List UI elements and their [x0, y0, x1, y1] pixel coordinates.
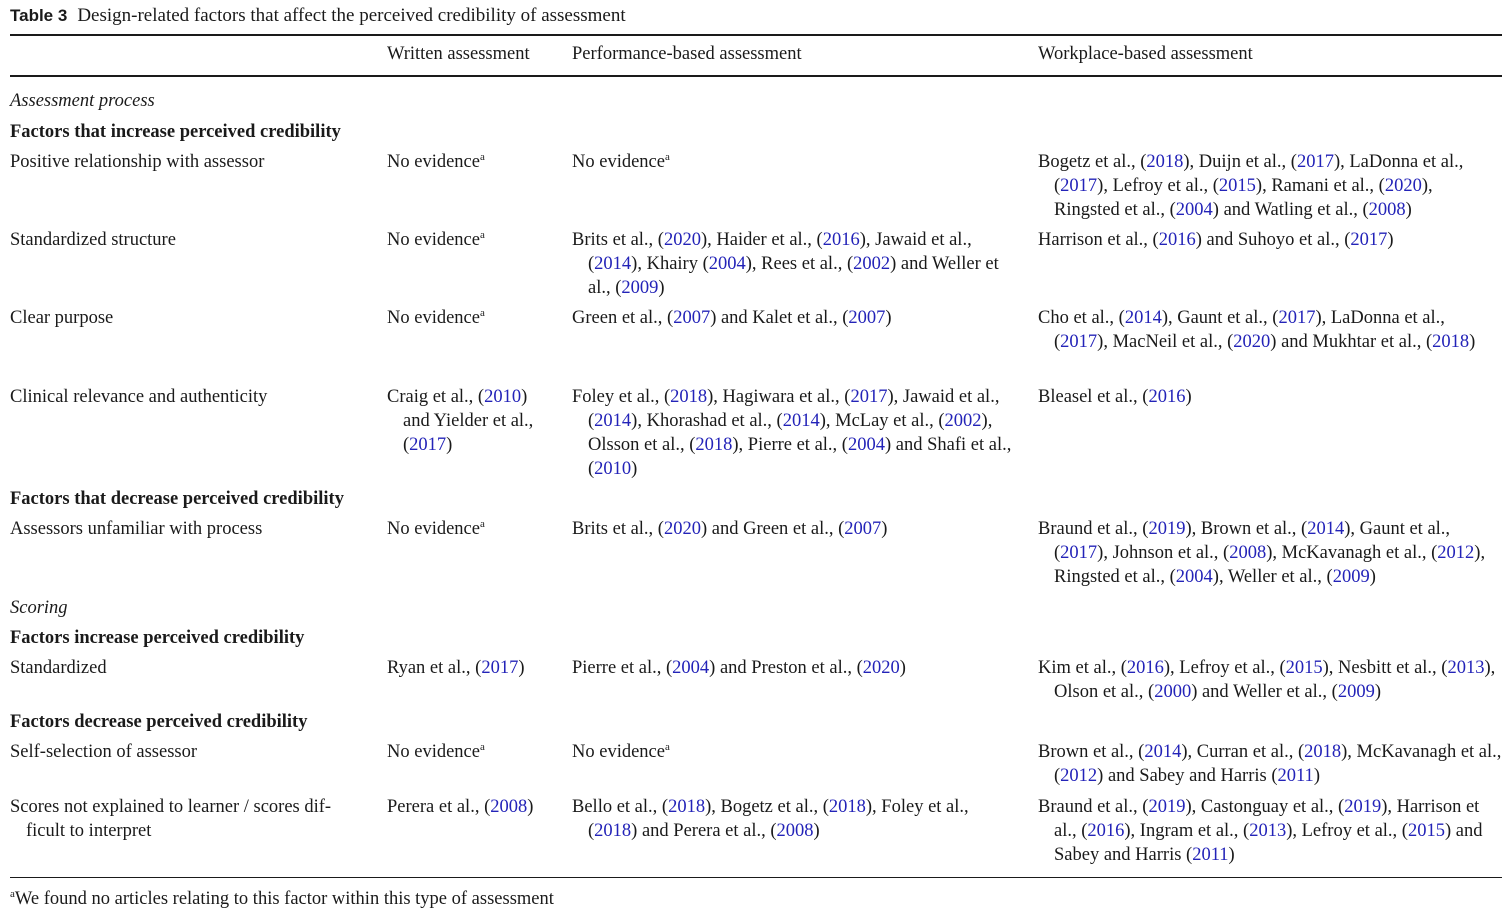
citation-year-link[interactable]: 2017	[1060, 332, 1098, 352]
citation-year-link[interactable]: 2015	[1218, 176, 1256, 196]
row-written: Craig et al., (2010) and Yielder et al., (2017)	[387, 387, 534, 455]
row-written: No evidence$^a$	[387, 741, 485, 762]
citation-year-link[interactable]: 2014	[782, 411, 820, 431]
citation-year-link[interactable]: 2018	[695, 435, 733, 455]
row-performance: Pierre et al., (2004) and Preston et al., (2020)	[572, 658, 906, 678]
citation-year-link[interactable]: 2011	[1277, 766, 1314, 786]
citation-year-link[interactable]: 2007	[848, 308, 886, 328]
citation-year-link[interactable]: 2016	[1148, 387, 1186, 407]
footnote	[10, 887, 554, 911]
row-performance: Brits et al., (2020), Haider et al., (2016), Jawaid et al., (2014), Khairy (2004), Rees et al., (2002) and Weller et al., (2009)	[572, 230, 999, 298]
row-factor: Standardized structure	[10, 230, 176, 250]
row-workplace: Braund et al., (2019), Castonguay et al., (2019), Harrison et al., (2016), Ingram et al., (2013), Lefroy et al., (2015) and Sabey and Harris (2011)	[1038, 797, 1483, 865]
row-workplace: Brown et al., (2014), Curran et al., (2018), McKavanagh et al., (2012) and Sabey and Harris (2011)	[1038, 742, 1502, 786]
row-workplace: Kim et al., (2016), Lefroy et al., (2015), Nesbitt et al., (2013), Olson et al., (2000) and Weller et al., (2009)	[1038, 658, 1496, 702]
citation-year-link[interactable]: 2014	[594, 254, 632, 274]
citation-year-link[interactable]: 2020	[663, 519, 701, 539]
citation-year-link[interactable]: 2018	[594, 821, 632, 841]
row-performance: Bello et al., (2018), Bogetz et al., (2018), Foley et al., (2018) and Perera et al., (2008)	[572, 797, 969, 841]
citation-year-link[interactable]: 2011	[1192, 845, 1229, 865]
citation-year-link[interactable]: 2018	[668, 797, 706, 817]
citation-year-link[interactable]: 2015	[1285, 658, 1323, 678]
group-increase-credibility: Factors that increase perceived credibility	[10, 122, 341, 142]
citation-year-link[interactable]: 2013	[1447, 658, 1485, 678]
citation-year-link[interactable]: 2002	[944, 411, 982, 431]
citation-year-link[interactable]: 2010	[484, 387, 522, 407]
citation-year-link[interactable]: 2013	[1249, 821, 1287, 841]
row-written: Ryan et al., (2017)	[387, 658, 525, 678]
citation-year-link[interactable]: 2008	[776, 821, 814, 841]
row-factor: Assessors unfamiliar with process	[10, 519, 263, 539]
group-scoring-decrease: Factors decrease perceived credibility	[10, 712, 308, 732]
citation-year-link[interactable]: 2016	[1087, 821, 1125, 841]
row-written: No evidence$^a$	[387, 307, 485, 328]
header-workplace: Workplace-based assessment	[1038, 44, 1253, 64]
row-workplace: Bleasel et al., (2016)	[1038, 387, 1192, 407]
citation-year-link[interactable]: 2009	[621, 278, 659, 298]
bottom-rule	[10, 877, 1502, 878]
citation-year-link[interactable]: 2004	[672, 658, 710, 678]
citation-year-link[interactable]: 2017	[1060, 543, 1098, 563]
citation-year-link[interactable]: 2014	[1144, 742, 1182, 762]
row-workplace: Bogetz et al., (2018), Duijn et al., (2017), LaDonna et al., (2017), Lefroy et al., (2015), Ramani et al., (2020), Ringsted et al., (2004) and Watling et al., (2008)	[1038, 152, 1464, 220]
citation-year-link[interactable]: 2014	[594, 411, 632, 431]
citation-year-link[interactable]: 2017	[1296, 152, 1334, 172]
citation-year-link[interactable]: 2019	[1148, 797, 1186, 817]
citation-year-link[interactable]: 2007	[844, 519, 882, 539]
row-factor: Clear purpose	[10, 308, 114, 328]
citation-year-link[interactable]: 2008	[1229, 543, 1267, 563]
top-rule	[10, 34, 1502, 36]
footnote-ref: a	[479, 151, 485, 163]
header-rule	[10, 75, 1502, 77]
citation-year-link[interactable]: 2017	[1060, 176, 1098, 196]
citation-year-link[interactable]: 2019	[1344, 797, 1382, 817]
row-performance: Foley et al., (2018), Hagiwara et al., (2017), Jawaid et al., (2014), Khorashad et al., (2014), McLay et al., (2002), Olsson et al., (2018), Pierre et al., (2004) and Shafi et al., (2010)	[572, 387, 1012, 479]
section-scoring: Scoring	[10, 598, 68, 618]
citation-year-link[interactable]: 2004	[847, 435, 885, 455]
footnote-text: We found no articles relating to this factor within this type of assessment	[14, 889, 554, 909]
citation-year-link[interactable]: 2010	[594, 459, 632, 479]
row-factor: Scores not explained to learner / scores dif-ficult to interpret	[10, 797, 332, 841]
row-written: No evidence$^a$	[387, 229, 485, 250]
row-workplace: Braund et al., (2019), Brown et al., (2014), Gaunt et al., (2017), Johnson et al., (2008), McKavanagh et al., (2012), Ringsted et al., (2004), Weller et al., (2009)	[1038, 519, 1486, 587]
row-written: No evidence$^a$	[387, 518, 485, 539]
citation-year-link[interactable]: 2004	[1175, 567, 1213, 587]
table-label: Table 3	[10, 6, 68, 25]
citation-year-link[interactable]: 2020	[663, 230, 701, 250]
row-factor: Positive relationship with assessor	[10, 152, 265, 172]
citation-year-link[interactable]: 2004	[1175, 200, 1213, 220]
header-written: Written assessment	[387, 44, 530, 64]
citation-year-link[interactable]: 2008	[490, 797, 528, 817]
citation-year-link[interactable]: 2012	[1437, 543, 1475, 563]
citation-year-link[interactable]: 2009	[1337, 682, 1375, 702]
citation-year-link[interactable]: 2017	[850, 387, 888, 407]
citation-year-link[interactable]: 2018	[1432, 332, 1470, 352]
group-decrease-credibility: Factors that decrease perceived credibility	[10, 489, 344, 509]
section-assessment-process: Assessment process	[10, 91, 155, 111]
group-scoring-increase: Factors increase perceived credibility	[10, 628, 305, 648]
row-workplace: Harrison et al., (2016) and Suhoyo et al., (2017)	[1038, 230, 1394, 250]
row-performance: Brits et al., (2020) and Green et al., (2007)	[572, 519, 888, 539]
row-factor: Standardized	[10, 658, 107, 678]
citation-year-link[interactable]: 2018	[1146, 152, 1184, 172]
row-performance: Green et al., (2007) and Kalet et al., (2007)	[572, 308, 892, 328]
row-written: Perera et al., (2008)	[387, 797, 534, 817]
header-performance: Performance-based assessment	[572, 44, 802, 64]
table-title: Design-related factors that affect the perceived credibility of assessment	[77, 5, 626, 26]
citation-year-link[interactable]: 2012	[1060, 766, 1098, 786]
row-performance: No evidence$^a$	[572, 741, 670, 762]
row-performance: No evidence$^a$	[572, 151, 670, 172]
row-workplace: Cho et al., (2014), Gaunt et al., (2017), LaDonna et al., (2017), MacNeil et al., (2020) and Mukhtar et al., (2018)	[1038, 308, 1476, 352]
citation-year-link[interactable]: 2016	[1158, 230, 1196, 250]
footnote-ref: a	[479, 229, 485, 241]
row-factor: Self-selection of assessor	[10, 742, 198, 762]
citation-year-link[interactable]: 2000	[1154, 682, 1192, 702]
citation-year-link[interactable]: 2018	[1304, 742, 1342, 762]
citation-year-link[interactable]: 2016	[822, 230, 860, 250]
citation-year-link[interactable]: 2004	[708, 254, 746, 274]
footnote-ref: a	[664, 151, 670, 163]
footnote-ref: a	[664, 741, 670, 753]
row-factor: Clinical relevance and authenticity	[10, 387, 268, 407]
table-caption	[10, 4, 626, 28]
citation-year-link[interactable]: 2017	[481, 658, 519, 678]
footnote-ref: a	[479, 307, 485, 319]
citation-year-link[interactable]: 2007	[673, 308, 711, 328]
citation-year-link[interactable]: 2020	[1384, 176, 1422, 196]
citation-year-link[interactable]: 2020	[1233, 332, 1271, 352]
citation-year-link[interactable]: 2020	[862, 658, 900, 678]
row-written: No evidence$^a$	[387, 151, 485, 172]
citation-year-link[interactable]: 2016	[1126, 658, 1164, 678]
citation-year-link[interactable]: 2015	[1407, 821, 1445, 841]
citation-year-link[interactable]: 2019	[1148, 519, 1186, 539]
citation-year-link[interactable]: 2018	[828, 797, 866, 817]
citation-year-link[interactable]: 2009	[1332, 567, 1370, 587]
footnote-ref: a	[479, 741, 485, 753]
citation-year-link[interactable]: 2014	[1307, 519, 1345, 539]
citation-year-link[interactable]: 2018	[670, 387, 708, 407]
citation-year-link[interactable]: 2002	[853, 254, 891, 274]
footnote-marker: a	[10, 888, 15, 900]
citation-year-link[interactable]: 2017	[409, 435, 447, 455]
citation-year-link[interactable]: 2008	[1368, 200, 1406, 220]
footnote-ref: a	[479, 518, 485, 530]
citation-year-link[interactable]: 2017	[1278, 308, 1316, 328]
citation-year-link[interactable]: 2014	[1124, 308, 1162, 328]
citation-year-link[interactable]: 2017	[1350, 230, 1388, 250]
